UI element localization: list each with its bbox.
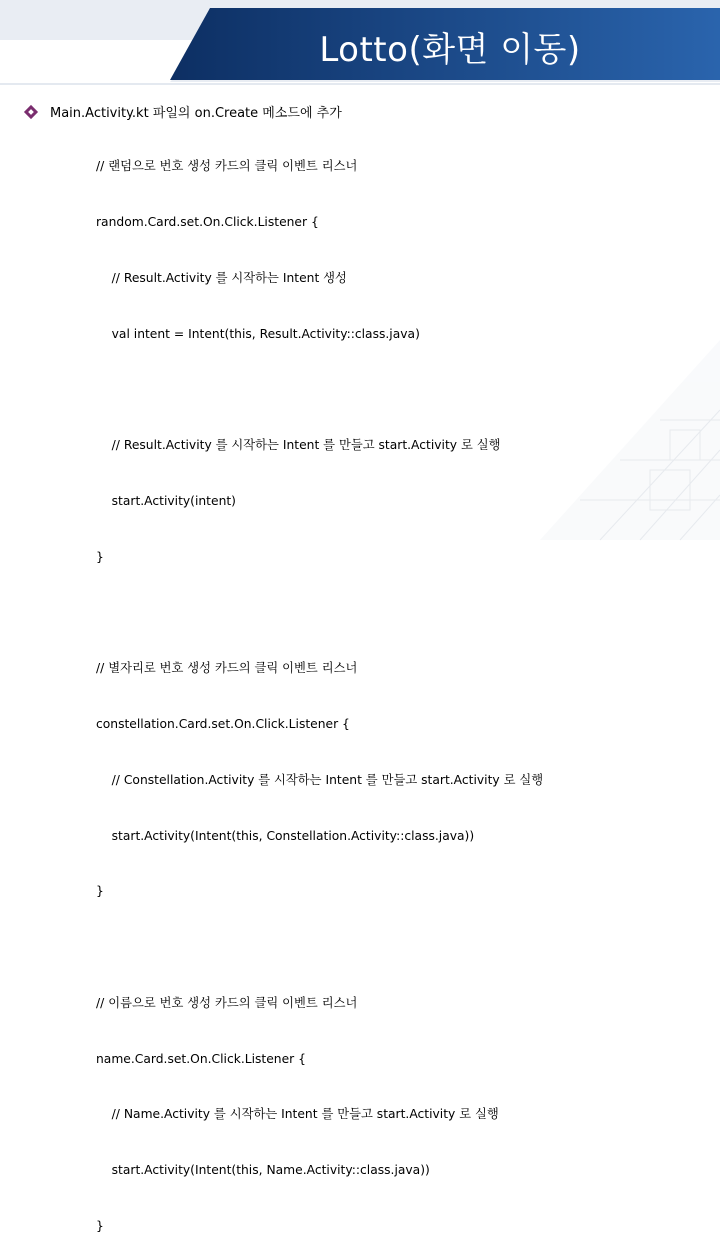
code-line: start.Activity(Intent(this, Constellation.Activity::class.java)) xyxy=(96,828,475,843)
code-line: // Result.Activity 를 시작하는 Intent 생성 xyxy=(96,270,347,285)
code-line: // 이름으로 번호 생성 카드의 클릭 이벤트 리스너 xyxy=(96,995,358,1010)
code-line: start.Activity(Intent(this, Name.Activity::class.java)) xyxy=(96,1163,430,1178)
code-line: // Name.Activity 를 시작하는 Intent 를 만들고 start.Activity 로 실행 xyxy=(96,1107,499,1122)
code-line: start.Activity(intent) xyxy=(96,493,236,508)
diamond-bullet-icon xyxy=(24,105,38,119)
code-line: } xyxy=(96,884,104,899)
code-line xyxy=(96,603,543,622)
code-line: // Result.Activity 를 시작하는 Intent 를 만들고 start.Activity 로 실행 xyxy=(96,438,501,453)
heading-row xyxy=(24,102,342,121)
background-watermark xyxy=(420,300,720,540)
code-line: } xyxy=(96,549,104,564)
code-line: // 랜덤으로 번호 생성 카드의 클릭 이벤트 리스너 xyxy=(96,159,358,174)
code-line: } xyxy=(96,1219,104,1234)
page-title: Lotto(화면 이동) xyxy=(319,29,581,70)
code-line: // 별자리로 번호 생성 카드의 클릭 이벤트 리스너 xyxy=(96,661,358,676)
code-block xyxy=(96,120,543,1254)
code-line xyxy=(96,938,543,957)
code-line: val intent = Intent(this, Result.Activity::class.java) xyxy=(96,326,420,341)
code-line: // Constellation.Activity 를 시작하는 Intent 를 만들고 start.Activity 로 실행 xyxy=(96,772,544,787)
code-line: constellation.Card.set.On.Click.Listener { xyxy=(96,717,350,731)
section-heading: Main.Activity.kt 파일의 on.Create 메소드에 추가 xyxy=(50,106,342,121)
code-line: random.Card.set.On.Click.Listener { xyxy=(96,214,319,229)
code-line: name.Card.set.On.Click.Listener { xyxy=(96,1051,306,1066)
header-banner xyxy=(0,0,720,88)
